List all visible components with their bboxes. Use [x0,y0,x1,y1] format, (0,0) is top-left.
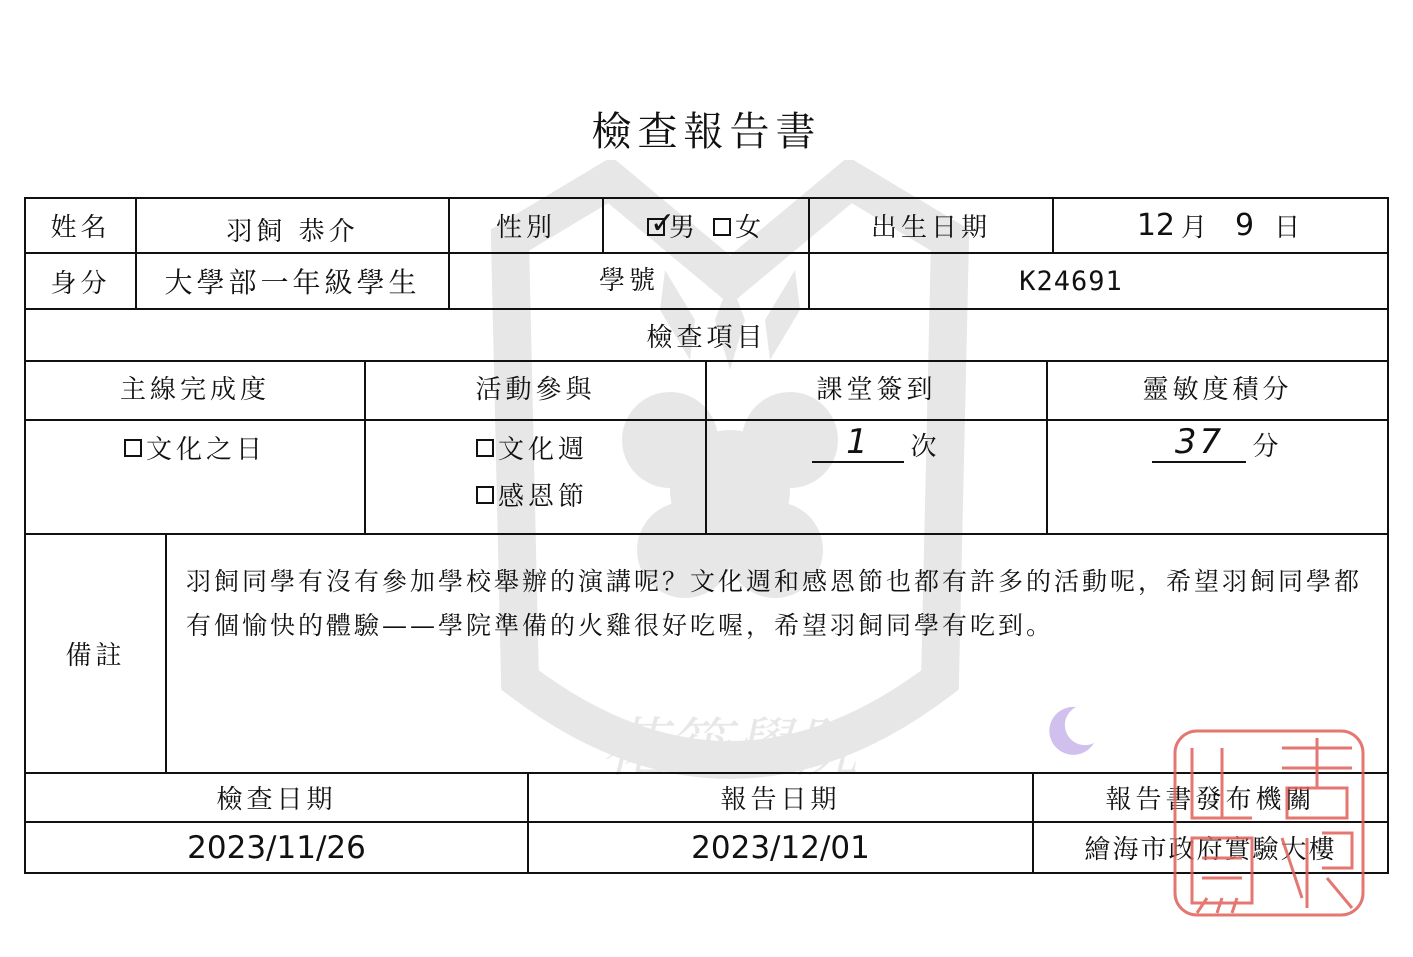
score-number: 37 [1152,425,1246,463]
birth-value [1053,198,1388,253]
checkmark-icon: ✓ [649,205,676,241]
inspection-header: 檢查項目 [646,322,767,353]
issuer-label: 報告書發布機關 [1105,785,1316,815]
student-id-value: K24691 [1019,265,1123,297]
inspect-date-value: 2023/11/26 [187,829,366,866]
identity-label: 身分 [50,268,111,299]
remarks-label: 備註 [65,641,126,671]
gender-label: 性別 [495,213,556,243]
gender-female-label: 女 [735,213,766,243]
gender-male-label: 男 [668,213,699,243]
mainline-item-label: 文化之日 [145,434,266,465]
col-score: 靈敏度積分 [1142,374,1293,405]
birth-day: 9 [1235,208,1255,243]
identity-value: 大學部一年級學生 [164,266,421,299]
col-mainline: 主線完成度 [119,374,270,405]
attendance-count: 1 [812,425,904,463]
remarks-text: 羽飼同學有沒有參加學校舉辦的演講呢？文化週和感恩節也都有許多的活動呢，希望羽飼同學都有個愉快的體驗——學院準備的火雞很好吃喔，希望羽飼同學有吃到。 [186,567,1363,640]
birth-label: 出生日期 [870,213,991,243]
birth-month-unit: 月 [1181,213,1212,243]
name-label: 姓名 [50,213,111,243]
report-date-label: 報告日期 [720,785,841,815]
inspect-date-label: 檢查日期 [216,785,337,815]
birth-month: 12 [1136,208,1176,243]
official-seal-stamp [1172,728,1366,918]
col-activity: 活動參與 [475,374,596,405]
issuer-value: 繪海市政府實驗大樓 [1084,835,1337,865]
female-checkbox[interactable] [713,218,731,236]
activity-checkbox-1[interactable] [476,439,494,457]
gender-options [603,198,809,253]
activity-checkbox-2[interactable] [476,486,494,504]
name-value: 羽飼 恭介 [226,216,359,247]
col-attendance: 課堂簽到 [816,374,937,405]
activity-item-1-label: 文化週 [498,434,589,465]
activity-item-2-label: 感恩節 [498,481,589,512]
mainline-checkbox[interactable] [124,439,142,457]
page-title: 檢查報告書 [591,109,822,155]
report-date-value: 2023/12/01 [691,829,870,866]
score-unit: 分 [1252,431,1283,462]
score-value [1047,422,1388,466]
crescent-moon-icon [1040,703,1096,759]
mainline-item [25,427,365,467]
attendance-unit: 次 [910,431,941,462]
student-id-label: 學號 [598,265,659,296]
activity-item-2 [476,474,676,514]
activity-item-1 [476,427,676,467]
birth-day-unit: 日 [1274,213,1305,243]
male-checkbox[interactable] [647,205,676,241]
attendance-value [706,422,1047,466]
watermark-text: 花筏學院 [602,712,858,786]
